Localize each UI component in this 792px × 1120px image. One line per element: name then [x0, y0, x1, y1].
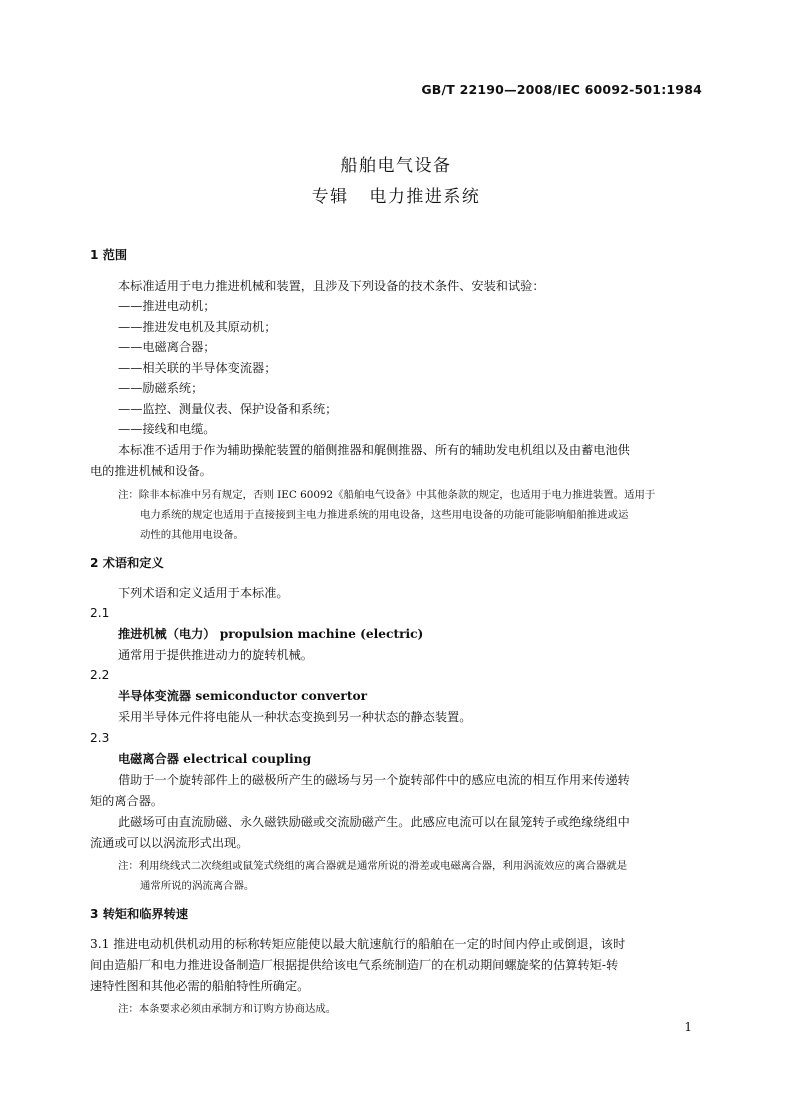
section-1-note: 动性的其他用电设备。 — [140, 529, 244, 541]
term-definition: 借助于一个旋转部件上的磁极所产生的磁场与另一个旋转部件中的感应电流的相互作用来传递转 — [118, 773, 630, 787]
section-2-note: 注：利用绕线式二次绕组或鼠笼式绕组的离合器就是通常所说的滑差或电磁离合器，利用涡流效应的离合器就是 — [118, 860, 628, 872]
section-1-paragraph: 本标准适用于电力推进机械和装置，且涉及下列设备的技术条件、安装和试验： — [118, 279, 545, 293]
term-definition: 采用半导体元件将电能从一种状态变换到另一种状态的静态装置。 — [118, 710, 472, 724]
section-2-intro: 下列术语和定义适用于本标准。 — [118, 586, 289, 600]
section-3-paragraph: 3.1 推进电动机供机动用的标称转矩应能使以最大航速航行的船舶在一定的时间内停止或倒退，该时 — [90, 937, 626, 951]
list-item: ——电磁离合器； — [118, 340, 216, 354]
section-2-note: 通常所说的涡流离合器。 — [140, 880, 255, 892]
section-3-paragraph: 速特性图和其他必需的船舶特性所确定。 — [90, 979, 310, 993]
section-1-note: 电力系统的规定也适用于直接接到主电力推进系统的用电设备，这些用电设备的功能可能影响船舶推进或运 — [140, 509, 629, 521]
list-item: ——推进电动机； — [118, 299, 216, 313]
document-title: 船舶电气设备 — [340, 156, 452, 176]
list-item: ——相关联的半导体变流器； — [118, 361, 277, 375]
standard-code: GB/T 22190—2008/IEC 60092-501:1984 — [421, 82, 702, 97]
term-title: 电磁离合器 electrical coupling — [118, 752, 312, 766]
clause-number: 2.2 — [90, 668, 110, 682]
clause-number: 2.3 — [90, 731, 110, 745]
section-3-heading: 3 转矩和临界转速 — [90, 907, 189, 921]
section-1-note: 注：除非本标准中另有规定，否则 IEC 60092《船舶电气设备》中其他条款的规定，也适用于电力推进装置。适用于 — [118, 489, 656, 501]
clause-number: 2.1 — [90, 606, 110, 620]
document-subtitle: 专辑 电力推进系统 — [311, 187, 481, 207]
section-1-heading: 1 范围 — [90, 248, 128, 262]
list-item: ——励磁系统； — [118, 381, 204, 395]
list-item: ——推进发电机及其原动机； — [118, 320, 277, 334]
term-definition: 流通或可以以涡流形式出现。 — [90, 836, 249, 850]
term-title: 半导体变流器 semiconductor convertor — [118, 689, 367, 703]
list-item: ——监控、测量仪表、保护设备和系统； — [118, 402, 338, 416]
section-2-heading: 2 术语和定义 — [90, 556, 164, 570]
section-1-paragraph: 本标准不适用于作为辅助操舵装置的艏侧推器和艉侧推器、所有的辅助发电机组以及由蓄电池供 — [118, 443, 630, 457]
section-3-paragraph: 间由造船厂和电力推进设备制造厂根据提供给该电气系统制造厂的在机动期间螺旋桨的估算转矩-转 — [90, 958, 619, 972]
section-1-paragraph: 电的推进机械和设备。 — [90, 464, 212, 478]
term-definition: 矩的离合器。 — [90, 794, 164, 808]
page-number: 1 — [684, 1020, 692, 1034]
term-definition: 此磁场可由直流励磁、永久磁铁励磁或交流励磁产生。此感应电流可以在鼠笼转子或绝缘绕组中 — [118, 815, 630, 829]
term-definition: 通常用于提供推进动力的旋转机械。 — [118, 648, 313, 662]
term-title: 推进机械（电力） propulsion machine (electric) — [118, 627, 424, 641]
list-item: ——接线和电缆。 — [118, 422, 216, 436]
section-3-note: 注：本条要求必须由承制方和订购方协商达成。 — [118, 1003, 337, 1015]
